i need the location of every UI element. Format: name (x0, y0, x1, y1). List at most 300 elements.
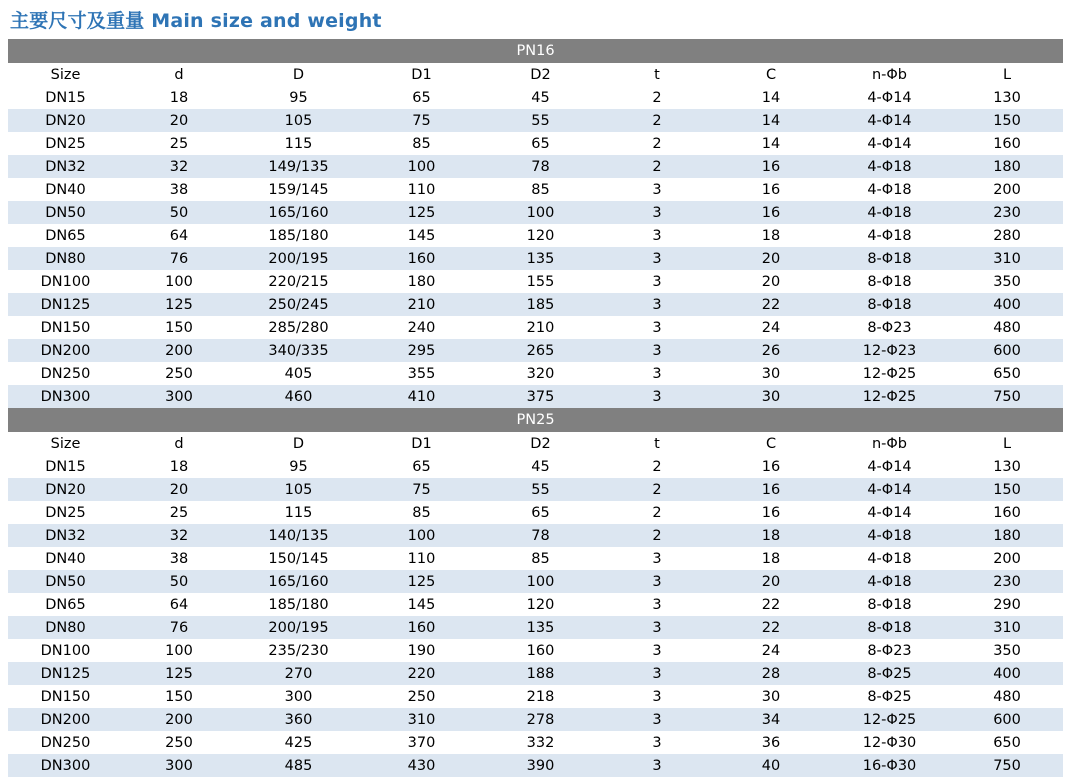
table-cell: 3 (600, 639, 714, 662)
table-cell: 8-Φ18 (828, 616, 951, 639)
table-cell: DN80 (8, 247, 123, 270)
table-cell: 12-Φ23 (828, 339, 951, 362)
column-header-cell: d (123, 432, 235, 455)
table-cell: 38 (123, 178, 235, 201)
table-cell: 210 (362, 293, 481, 316)
table-cell: 355 (362, 362, 481, 385)
column-header-cell: D (235, 63, 362, 86)
table-cell: 3 (600, 270, 714, 293)
column-header-cell: C (714, 63, 828, 86)
table-cell: 20 (714, 247, 828, 270)
table-row (8, 109, 1063, 132)
table-cell: 290 (951, 593, 1063, 616)
table-cell: 4-Φ18 (828, 201, 951, 224)
table-row (8, 270, 1063, 293)
table-cell: 4-Φ18 (828, 155, 951, 178)
table-cell: 125 (123, 293, 235, 316)
table-cell: 160 (951, 501, 1063, 524)
table-cell: 230 (951, 570, 1063, 593)
table-row (8, 593, 1063, 616)
table-cell: 110 (362, 178, 481, 201)
table-cell: 135 (481, 247, 600, 270)
table-cell: 8-Φ23 (828, 639, 951, 662)
table-cell: 4-Φ18 (828, 524, 951, 547)
table-cell: DN40 (8, 547, 123, 570)
table-cell: 3 (600, 293, 714, 316)
table-cell: 430 (362, 754, 481, 777)
table-cell: 14 (714, 132, 828, 155)
table-cell: 16-Φ30 (828, 754, 951, 777)
table-cell: 25 (123, 132, 235, 155)
table-cell: 2 (600, 501, 714, 524)
table-cell: DN32 (8, 524, 123, 547)
table-cell: 285/280 (235, 316, 362, 339)
table-cell: 3 (600, 731, 714, 754)
table-cell: 8-Φ18 (828, 593, 951, 616)
spec-table (8, 408, 1063, 777)
table-cell: 65 (481, 501, 600, 524)
table-cell: 8-Φ23 (828, 316, 951, 339)
table-cell: 85 (481, 547, 600, 570)
column-header-cell: L (951, 432, 1063, 455)
column-header-cell: t (600, 63, 714, 86)
table-cell: 105 (235, 478, 362, 501)
table-cell: 8-Φ18 (828, 270, 951, 293)
table-cell: 12-Φ25 (828, 362, 951, 385)
table-cell: 370 (362, 731, 481, 754)
table-cell: 120 (481, 593, 600, 616)
table-cell: 95 (235, 455, 362, 478)
table-cell: 250 (123, 731, 235, 754)
band-label: PN25 (8, 408, 1063, 432)
table-row (8, 132, 1063, 155)
spec-tables-container (8, 39, 1063, 777)
table-cell: 95 (235, 86, 362, 109)
table-cell: 200/195 (235, 247, 362, 270)
table-cell: 160 (362, 247, 481, 270)
table-cell: DN150 (8, 316, 123, 339)
table-cell: 280 (951, 224, 1063, 247)
table-cell: 160 (951, 132, 1063, 155)
column-header-cell: d (123, 63, 235, 86)
table-cell: 2 (600, 478, 714, 501)
table-row (8, 570, 1063, 593)
table-cell: 38 (123, 547, 235, 570)
table-cell: 30 (714, 685, 828, 708)
column-header-cell: Size (8, 63, 123, 86)
table-cell: DN300 (8, 754, 123, 777)
table-cell: 250/245 (235, 293, 362, 316)
table-cell: 480 (951, 316, 1063, 339)
table-cell: 405 (235, 362, 362, 385)
table-cell: 270 (235, 662, 362, 685)
table-cell: 18 (123, 86, 235, 109)
table-cell: 65 (362, 455, 481, 478)
table-cell: 65 (362, 86, 481, 109)
table-row (8, 201, 1063, 224)
table-cell: 120 (481, 224, 600, 247)
table-cell: 12-Φ25 (828, 385, 951, 408)
table-cell: 130 (951, 455, 1063, 478)
column-header-cell: Size (8, 432, 123, 455)
table-cell: DN20 (8, 478, 123, 501)
table-row (8, 362, 1063, 385)
table-cell: 65 (481, 132, 600, 155)
table-cell: 300 (235, 685, 362, 708)
table-cell: 64 (123, 224, 235, 247)
table-cell: DN15 (8, 455, 123, 478)
table-cell: 4-Φ14 (828, 132, 951, 155)
table-cell: 140/135 (235, 524, 362, 547)
table-cell: 300 (123, 385, 235, 408)
table-cell: 150 (123, 685, 235, 708)
table-cell: 22 (714, 293, 828, 316)
table-cell: 16 (714, 155, 828, 178)
column-header-cell: D2 (481, 432, 600, 455)
table-cell: DN25 (8, 501, 123, 524)
table-cell: 16 (714, 455, 828, 478)
table-cell: 18 (714, 224, 828, 247)
table-cell: 460 (235, 385, 362, 408)
table-cell: 250 (123, 362, 235, 385)
table-cell: 200/195 (235, 616, 362, 639)
table-row (8, 224, 1063, 247)
table-cell: 180 (362, 270, 481, 293)
table-cell: 165/160 (235, 201, 362, 224)
table-cell: 2 (600, 155, 714, 178)
table-cell: DN250 (8, 362, 123, 385)
table-cell: 150 (951, 109, 1063, 132)
table-cell: 26 (714, 339, 828, 362)
table-cell: 30 (714, 362, 828, 385)
table-cell: 4-Φ14 (828, 501, 951, 524)
table-cell: 278 (481, 708, 600, 731)
table-cell: DN125 (8, 662, 123, 685)
table-cell: 400 (951, 293, 1063, 316)
table-cell: 310 (951, 247, 1063, 270)
table-cell: 20 (123, 478, 235, 501)
table-cell: 4-Φ18 (828, 224, 951, 247)
table-cell: 18 (123, 455, 235, 478)
page-title: 主要尺寸及重量 Main size and weight (10, 10, 382, 32)
table-row (8, 455, 1063, 478)
table-cell: 310 (951, 616, 1063, 639)
table-cell: 85 (362, 132, 481, 155)
table-band-header (8, 39, 1063, 63)
table-cell: 410 (362, 385, 481, 408)
table-cell: 600 (951, 708, 1063, 731)
table-cell: 332 (481, 731, 600, 754)
table-cell: DN100 (8, 270, 123, 293)
table-cell: 485 (235, 754, 362, 777)
band-label: PN16 (8, 39, 1063, 63)
table-cell: 2 (600, 109, 714, 132)
table-band-header (8, 408, 1063, 432)
table-cell: 40 (714, 754, 828, 777)
table-cell: 75 (362, 478, 481, 501)
table-cell: 3 (600, 685, 714, 708)
table-cell: DN150 (8, 685, 123, 708)
table-cell: 8-Φ18 (828, 247, 951, 270)
table-cell: 265 (481, 339, 600, 362)
table-cell: 3 (600, 316, 714, 339)
table-cell: DN65 (8, 224, 123, 247)
table-cell: 218 (481, 685, 600, 708)
table-row (8, 685, 1063, 708)
table-cell: 150/145 (235, 547, 362, 570)
table-cell: DN20 (8, 109, 123, 132)
table-row (8, 155, 1063, 178)
table-cell: 100 (123, 639, 235, 662)
table-cell: 100 (362, 524, 481, 547)
table-cell: 16 (714, 478, 828, 501)
table-row (8, 478, 1063, 501)
table-cell: 55 (481, 478, 600, 501)
table-cell: 4-Φ18 (828, 570, 951, 593)
table-cell: 190 (362, 639, 481, 662)
table-row (8, 178, 1063, 201)
table-row (8, 547, 1063, 570)
column-header-cell: D2 (481, 63, 600, 86)
table-row (8, 339, 1063, 362)
table-cell: 200 (951, 178, 1063, 201)
table-cell: 24 (714, 316, 828, 339)
table-cell: 14 (714, 109, 828, 132)
table-cell: 235/230 (235, 639, 362, 662)
table-cell: DN50 (8, 570, 123, 593)
table-cell: 600 (951, 339, 1063, 362)
table-cell: DN15 (8, 86, 123, 109)
table-cell: 20 (123, 109, 235, 132)
table-cell: 16 (714, 178, 828, 201)
table-cell: 3 (600, 178, 714, 201)
table-cell: 3 (600, 662, 714, 685)
table-cell: DN200 (8, 339, 123, 362)
table-cell: 180 (951, 524, 1063, 547)
table-cell: 650 (951, 731, 1063, 754)
table-cell: 185/180 (235, 593, 362, 616)
table-row (8, 316, 1063, 339)
table-cell: 145 (362, 593, 481, 616)
table-cell: 36 (714, 731, 828, 754)
table-cell: 34 (714, 708, 828, 731)
table-cell: 3 (600, 362, 714, 385)
column-header-cell: L (951, 63, 1063, 86)
table-cell: 32 (123, 155, 235, 178)
table-cell: 100 (362, 155, 481, 178)
table-cell: 750 (951, 385, 1063, 408)
table-cell: 130 (951, 86, 1063, 109)
table-cell: 2 (600, 524, 714, 547)
table-cell: 3 (600, 616, 714, 639)
table-cell: 125 (362, 570, 481, 593)
table-cell: 3 (600, 201, 714, 224)
table-cell: 32 (123, 524, 235, 547)
column-header-cell: n-Φb (828, 432, 951, 455)
table-cell: 340/335 (235, 339, 362, 362)
table-row (8, 639, 1063, 662)
table-cell: 750 (951, 754, 1063, 777)
table-cell: 110 (362, 547, 481, 570)
table-cell: DN32 (8, 155, 123, 178)
table-cell: 125 (362, 201, 481, 224)
table-cell: 12-Φ25 (828, 708, 951, 731)
table-cell: 100 (123, 270, 235, 293)
table-cell: 3 (600, 547, 714, 570)
table-cell: 135 (481, 616, 600, 639)
table-cell: DN50 (8, 201, 123, 224)
table-cell: 50 (123, 570, 235, 593)
table-cell: 4-Φ14 (828, 455, 951, 478)
table-cell: 125 (123, 662, 235, 685)
table-cell: 18 (714, 524, 828, 547)
table-row (8, 524, 1063, 547)
table-cell: 159/145 (235, 178, 362, 201)
table-cell: 3 (600, 754, 714, 777)
column-header-cell: D1 (362, 432, 481, 455)
table-cell: 200 (123, 339, 235, 362)
table-cell: 3 (600, 339, 714, 362)
table-cell: 160 (362, 616, 481, 639)
table-cell: 160 (481, 639, 600, 662)
table-cell: 375 (481, 385, 600, 408)
table-cell: 185/180 (235, 224, 362, 247)
table-cell: 150 (123, 316, 235, 339)
table-column-header (8, 432, 1063, 455)
table-cell: 200 (951, 547, 1063, 570)
table-cell: 2 (600, 132, 714, 155)
table-cell: 16 (714, 501, 828, 524)
column-header-cell: C (714, 432, 828, 455)
table-cell: 14 (714, 86, 828, 109)
table-cell: DN300 (8, 385, 123, 408)
table-row (8, 662, 1063, 685)
table-cell: 3 (600, 570, 714, 593)
table-cell: 4-Φ18 (828, 547, 951, 570)
column-header-cell: t (600, 432, 714, 455)
table-column-header (8, 63, 1063, 86)
table-cell: DN80 (8, 616, 123, 639)
column-header-cell: D (235, 432, 362, 455)
table-cell: 8-Φ25 (828, 662, 951, 685)
table-cell: 20 (714, 270, 828, 293)
table-cell: 310 (362, 708, 481, 731)
table-cell: 180 (951, 155, 1063, 178)
table-cell: 100 (481, 201, 600, 224)
table-cell: 150 (951, 478, 1063, 501)
table-cell: 8-Φ25 (828, 685, 951, 708)
table-cell: DN65 (8, 593, 123, 616)
table-cell: 390 (481, 754, 600, 777)
table-cell: 115 (235, 501, 362, 524)
table-cell: 28 (714, 662, 828, 685)
table-cell: 425 (235, 731, 362, 754)
table-cell: 3 (600, 593, 714, 616)
table-cell: 12-Φ30 (828, 731, 951, 754)
table-cell: 50 (123, 201, 235, 224)
table-cell: 16 (714, 201, 828, 224)
table-cell: 3 (600, 385, 714, 408)
table-row (8, 731, 1063, 754)
table-cell: 149/135 (235, 155, 362, 178)
table-cell: 2 (600, 86, 714, 109)
table-cell: 145 (362, 224, 481, 247)
table-cell: 295 (362, 339, 481, 362)
table-cell: 22 (714, 616, 828, 639)
table-cell: DN100 (8, 639, 123, 662)
table-cell: 400 (951, 662, 1063, 685)
table-row (8, 86, 1063, 109)
table-cell: 85 (481, 178, 600, 201)
table-row (8, 616, 1063, 639)
table-cell: 4-Φ14 (828, 86, 951, 109)
table-cell: 45 (481, 455, 600, 478)
table-cell: 300 (123, 754, 235, 777)
table-cell: 4-Φ18 (828, 178, 951, 201)
table-cell: 115 (235, 132, 362, 155)
table-cell: 105 (235, 109, 362, 132)
table-cell: 64 (123, 593, 235, 616)
table-row (8, 247, 1063, 270)
table-cell: 75 (362, 109, 481, 132)
table-cell: 2 (600, 455, 714, 478)
table-row (8, 754, 1063, 777)
table-cell: 350 (951, 639, 1063, 662)
table-cell: 480 (951, 685, 1063, 708)
table-cell: 8-Φ18 (828, 293, 951, 316)
table-cell: 230 (951, 201, 1063, 224)
table-cell: 45 (481, 86, 600, 109)
table-cell: 76 (123, 616, 235, 639)
table-cell: 76 (123, 247, 235, 270)
table-cell: 250 (362, 685, 481, 708)
table-cell: 3 (600, 708, 714, 731)
table-cell: DN200 (8, 708, 123, 731)
table-cell: DN250 (8, 731, 123, 754)
table-cell: 220 (362, 662, 481, 685)
table-cell: 360 (235, 708, 362, 731)
table-cell: 55 (481, 109, 600, 132)
table-cell: 650 (951, 362, 1063, 385)
table-cell: 3 (600, 224, 714, 247)
table-cell: 100 (481, 570, 600, 593)
table-cell: 185 (481, 293, 600, 316)
table-cell: 240 (362, 316, 481, 339)
table-cell: 22 (714, 593, 828, 616)
table-cell: 350 (951, 270, 1063, 293)
column-header-cell: D1 (362, 63, 481, 86)
table-cell: 320 (481, 362, 600, 385)
table-cell: 30 (714, 385, 828, 408)
table-cell: 78 (481, 155, 600, 178)
table-cell: 220/215 (235, 270, 362, 293)
table-cell: 155 (481, 270, 600, 293)
table-cell: 78 (481, 524, 600, 547)
table-cell: 24 (714, 639, 828, 662)
table-cell: 20 (714, 570, 828, 593)
table-cell: DN40 (8, 178, 123, 201)
table-cell: 25 (123, 501, 235, 524)
table-cell: 188 (481, 662, 600, 685)
table-cell: 4-Φ14 (828, 109, 951, 132)
table-cell: 4-Φ14 (828, 478, 951, 501)
table-cell: 18 (714, 547, 828, 570)
table-cell: 165/160 (235, 570, 362, 593)
spec-table (8, 39, 1063, 408)
table-row (8, 293, 1063, 316)
table-cell: DN25 (8, 132, 123, 155)
table-cell: 3 (600, 247, 714, 270)
